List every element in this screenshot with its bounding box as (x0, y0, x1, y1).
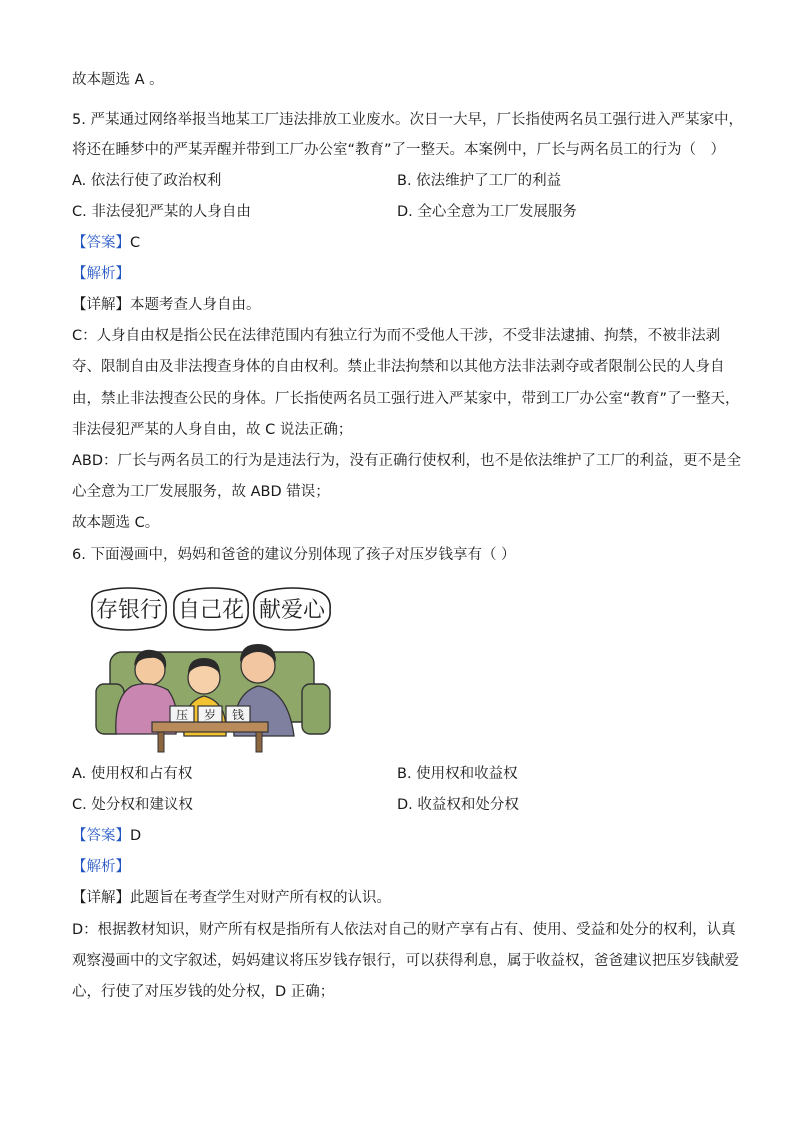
detail-text: 本题考查人身自由。 (130, 297, 261, 313)
coffee-table (152, 722, 268, 752)
analysis-tag: 【解析】 (72, 859, 130, 875)
answer-value: C (130, 235, 141, 251)
detail-tag: 【详解】 (72, 297, 130, 313)
q6-option-c: C. 处分权和建议权 (72, 797, 193, 813)
answer-value: D (130, 828, 142, 844)
bubble-text-dad: 献爱心 (258, 598, 326, 623)
comic-illustration (88, 586, 334, 754)
q5-option-c: C. 非法侵犯严某的人身自由 (72, 204, 251, 220)
detail-tag: 【详解】 (72, 890, 130, 906)
detail-text: 此题旨在考查学生对财产所有权的认识。 (130, 890, 391, 906)
q5-explanation-c-3: 由，禁止非法搜查公民的身体。厂长指使两名员工强行进入严某家中，带到工厂办公室“教育”了一整天， (72, 391, 740, 407)
red-envelope-books (170, 706, 250, 722)
q6-explanation-2: 观察漫画中的文字叙述，妈妈建议将压岁钱存银行，可以获得利息，属于收益权，爸爸建议把压岁钱献爱 (72, 953, 739, 969)
q6-option-d: D. 收益权和处分权 (397, 797, 519, 813)
q6-answer-line (72, 826, 141, 846)
question-5-stem: 5. 严某通过网络举报当地某工厂违法排放工业废水。次日一大早，厂长指使两名员工强行进入严某家中， (72, 112, 743, 128)
bubble-text-child: 自己花 (177, 598, 245, 623)
q6-option-b: B. 使用权和收益权 (397, 766, 518, 782)
q5-answer-line (72, 233, 140, 253)
q6-explanation-3: 心，行使了对压岁钱的处分权，D 正确； (72, 984, 335, 1000)
text-line: 故本题选 A 。 (72, 72, 164, 88)
book-label-3: 钱 (231, 708, 245, 722)
question-6-stem: 6. 下面漫画中，妈妈和爸爸的建议分别体现了孩子对压岁钱享有（ ） (72, 547, 516, 563)
q5-explanation-c-1: C：人身自由权是指公民在法律范围内有独立行为而不受他人干涉，不受非法逮捕、拘禁，不被非法剥 (72, 328, 721, 344)
q5-explanation-c-2: 夺、限制自由及非法搜查身体的自由权利。禁止非法拘禁和以其他方法非法剥夺或者限制公民的人身自 (72, 359, 725, 375)
question-5-stem-cont: 将还在睡梦中的严某弄醒并带到工厂办公室“教育”了一整天。本案例中，厂长与两名员工的行为（ ） (72, 142, 726, 158)
q5-explanation-abd-1: ABD：厂长与两名员工的行为是违法行为，没有正确行使权利，也不是依法维护了工厂的利益，更不是全 (72, 453, 742, 469)
analysis-tag: 【解析】 (72, 266, 130, 282)
q5-explanation-abd-2: 心全意为工厂发展服务，故 ABD 错误； (72, 484, 330, 500)
q5-detail-line (72, 295, 261, 315)
q6-explanation-1: D：根据教材知识，财产所有权是指所有人依法对自己的财产享有占有、使用、受益和处分的权利，认真 (72, 922, 736, 938)
bubble-text-mom: 存银行 (95, 598, 163, 623)
q5-conclusion: 故本题选 C。 (72, 515, 160, 531)
q6-analysis-line (72, 857, 130, 877)
q6-detail-line (72, 888, 391, 908)
answer-tag: 【答案】 (72, 828, 130, 844)
q5-analysis-line (72, 264, 130, 284)
book-label-2: 岁 (203, 708, 217, 722)
speech-bubble-mom (92, 588, 166, 630)
q5-option-a: A. 依法行使了政治权利 (72, 173, 222, 189)
q5-option-d: D. 全心全意为工厂发展服务 (397, 204, 577, 220)
book-label-1: 压 (175, 708, 189, 722)
q6-option-a: A. 使用权和占有权 (72, 766, 193, 782)
speech-bubble-dad (254, 588, 330, 630)
speech-bubble-child (174, 588, 248, 630)
q5-option-b: B. 依法维护了工厂的利益 (397, 173, 562, 189)
q5-explanation-c-4: 非法侵犯严某的人身自由，故 C 说法正确； (72, 422, 353, 438)
answer-tag: 【答案】 (72, 235, 130, 251)
